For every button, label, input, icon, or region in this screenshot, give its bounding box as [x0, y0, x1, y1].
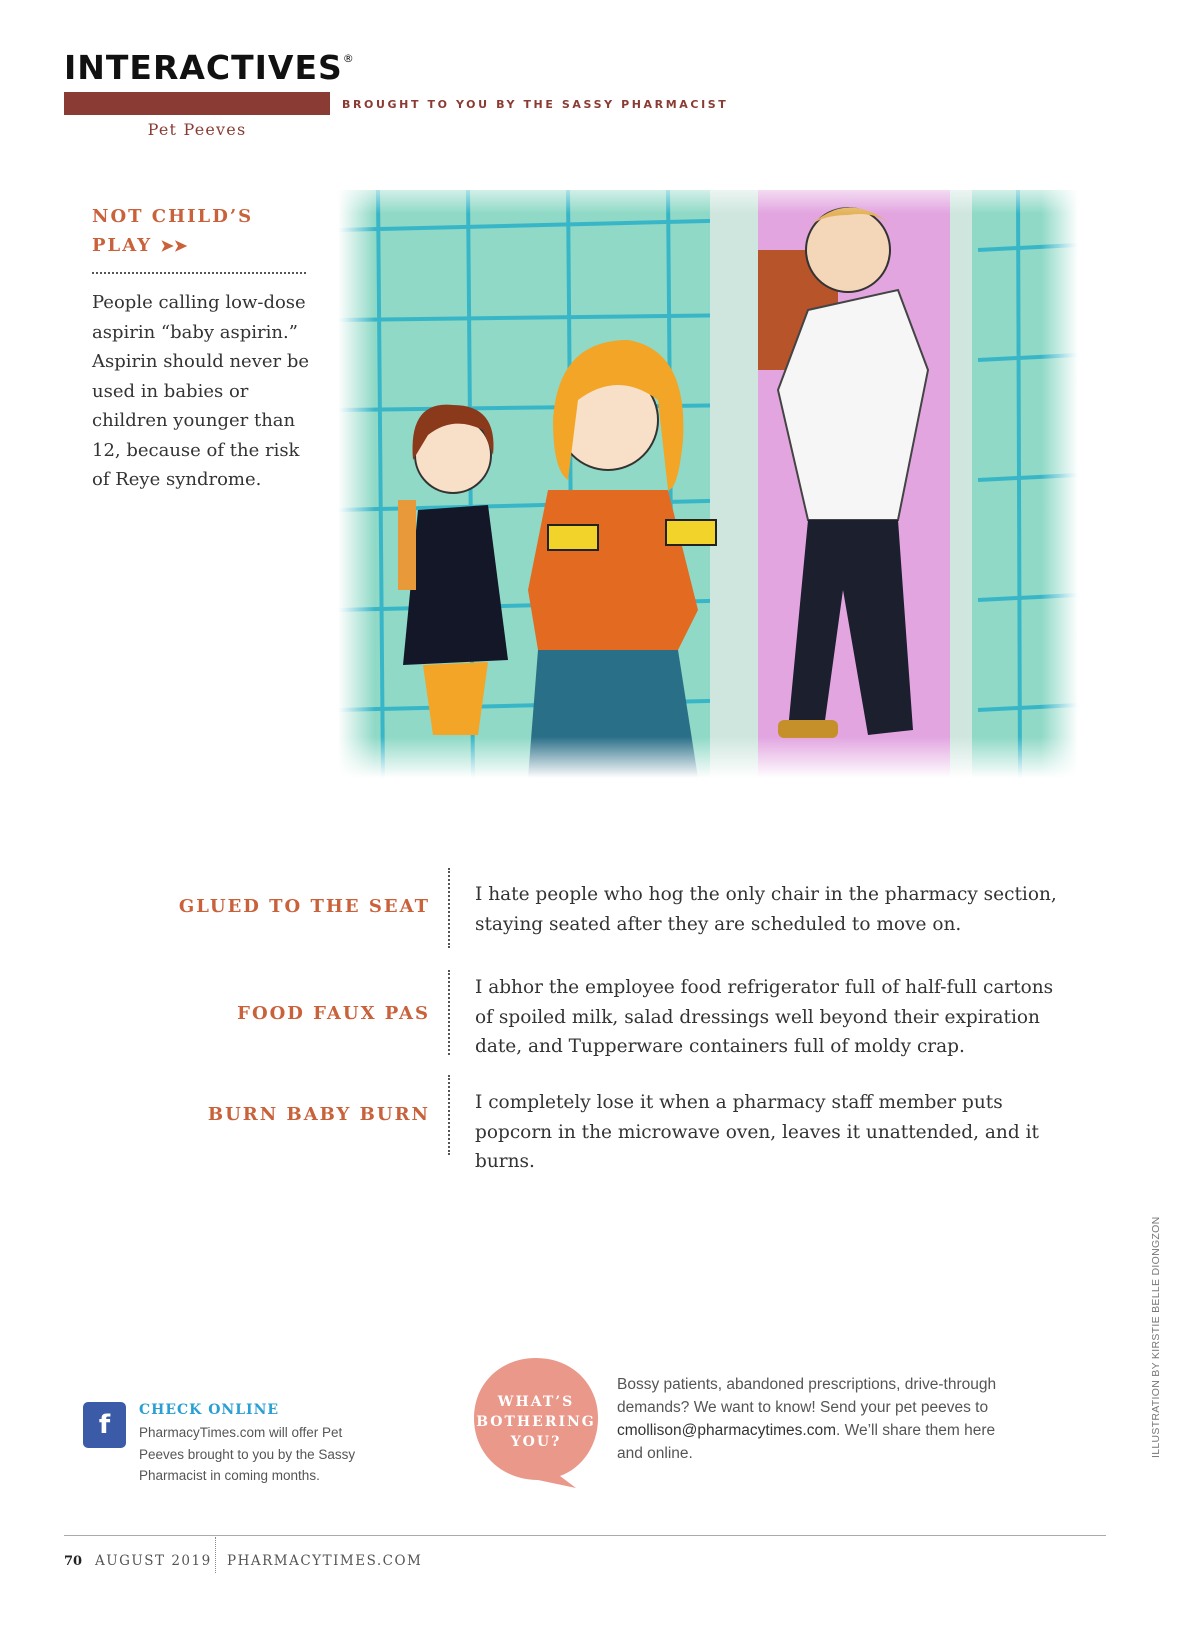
- double-arrow-icon: ➤➤: [160, 236, 188, 255]
- dotted-divider: [92, 272, 306, 274]
- sidebar-title: NOT CHILD’S PLAY ➤➤: [92, 206, 254, 256]
- issue-date: AUGUST 2019: [95, 1553, 212, 1569]
- bothering-body: Bossy patients, abandoned prescriptions, drive-through demands? We want to know! Send your pet peeves to cmollison@pharmacytimes.com. We’ll share them here and online.: [617, 1376, 997, 1462]
- footer-divider: [64, 1535, 1106, 1536]
- page-number: 70: [64, 1554, 83, 1569]
- peeve-text: I completely lose it when a pharmacy staff member puts popcorn in the microwave oven, leaves it unattended, and it burns.: [475, 1092, 1039, 1172]
- bubble-text: WHAT’S BOTHERING YOU?: [476, 1394, 596, 1450]
- brand-bar: [64, 92, 330, 115]
- brand-title: INTERACTIVES®: [64, 48, 355, 87]
- registered-mark: ®: [342, 52, 355, 65]
- facebook-icon[interactable]: f: [83, 1402, 126, 1448]
- peeve-divider: [448, 1075, 450, 1155]
- peeve-divider: [448, 868, 450, 948]
- peeve-title: BURN BABY BURN: [207, 1104, 430, 1125]
- peeve-title: GLUED TO THE SEAT: [178, 896, 430, 917]
- pharmacy-illustration: [338, 190, 1078, 778]
- site-name: PHARMACYTIMES.COM: [227, 1553, 423, 1569]
- sidebar-body: People calling low-dose aspirin “baby aspirin.” Aspirin should never be used in babies or children younger than 12, because of the risk of Reye syndrome.: [92, 292, 310, 490]
- peeve-text: I abhor the employee food refrigerator full of half-full cartons of spoiled milk, salad dressings well beyond their expiration date, and Tupperware containers full of moldy crap.: [475, 977, 1054, 1057]
- email-link[interactable]: cmollison@pharmacytimes.com: [617, 1422, 837, 1439]
- illustration-credit: ILLUSTRATION BY KIRSTIE BELLE DIONGZON: [1150, 1216, 1162, 1458]
- check-online-title: CHECK ONLINE: [139, 1402, 280, 1418]
- byline: BROUGHT TO YOU BY THE SASSY PHARMACIST: [342, 98, 729, 111]
- check-online-body: PharmacyTimes.com will offer Pet Peeves brought to you by the Sassy Pharmacist in coming months.: [139, 1425, 356, 1483]
- footer-separator: [215, 1537, 216, 1573]
- section-label: Pet Peeves: [147, 120, 247, 139]
- peeve-text: I hate people who hog the only chair in the pharmacy section, staying seated after they are scheduled to move on.: [475, 884, 1057, 935]
- peeve-title: FOOD FAUX PAS: [237, 1003, 430, 1024]
- peeve-divider: [448, 970, 450, 1055]
